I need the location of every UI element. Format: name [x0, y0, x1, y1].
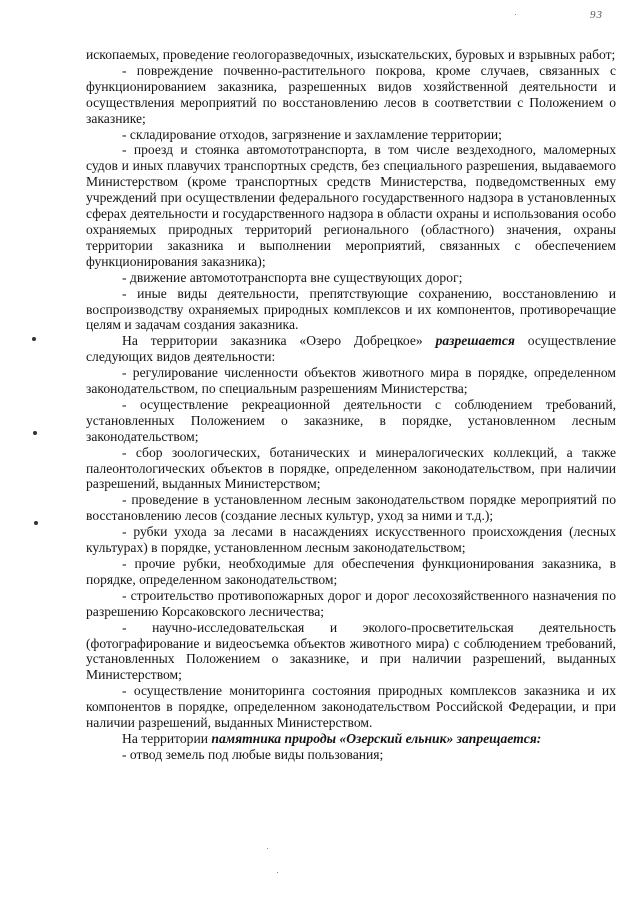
paragraph: - складирование отходов, загрязнение и захламление территории; — [122, 126, 502, 142]
scan-speck — [277, 872, 278, 873]
emphasis-text: памятника природы «Озерский ельник» запрещается: — [211, 730, 542, 746]
emphasis-text: разрешается — [435, 333, 515, 349]
paragraph — [86, 333, 616, 365]
paragraph: - регулирование численности объектов животного мира в порядке, определенном законодательством, по специальным разрешениям Министерства; — [86, 365, 616, 397]
paragraph-text: осуществление следующих видов деятельности: — [86, 333, 617, 365]
paragraph: - повреждение почвенно-растительного покрова, кроме случаев, связанных с функционированием заказника, разрешенных видов хозяйственной деятельности и осуществления мероприятий по восстановлению лесов в соответствии с Положением о заказнике; — [86, 62, 616, 126]
document-body — [86, 47, 616, 763]
page-number: 93 — [590, 9, 603, 21]
scan-speck — [515, 14, 516, 15]
paragraph — [86, 731, 616, 747]
paragraph: - прочие рубки, необходимые для обеспечения функционирования заказника, в порядке, определенном законодательством; — [86, 556, 616, 587]
paragraph: - строительство противопожарных дорог и дорог лесохозяйственного назначения по разрешению Корсаковского лесничества; — [86, 587, 616, 619]
paragraph: - иные виды деятельности, препятствующие сохранению, восстановлению и воспроизводству охраняемых природных комплексов и их компонентов, противоречащие целям и задачам создания заказника. — [86, 285, 616, 333]
paragraph-text: На территории — [122, 730, 212, 746]
scan-speck — [267, 848, 268, 849]
paragraph: - рубки ухода за лесами в насаждениях искусственного происхождения (лесных культурах) в порядке, установленном лесным законодательством; — [86, 524, 616, 556]
scan-mark — [34, 521, 38, 525]
paragraph-text: На территории заказника «Озеро Добрецкое» — [122, 333, 436, 349]
scan-mark — [33, 431, 37, 435]
paragraph: - осуществление рекреационной деятельности с соблюдением требований, установленных Положением о заказнике, в порядке, установленном лесным законодательством; — [86, 396, 616, 444]
paragraph: - научно-исследовательская и эколого-просветительская деятельность (фотографирование и видеосъемка объектов животного мира) с соблюдением требований, установленных Положением о заказнике, и при наличии разрешений, выданных Министерством; — [86, 619, 616, 683]
paragraph: - осуществление мониторинга состояния природных комплексов заказника и их компонентов в порядке, определенном законодательством Российской Федерации, и при наличии разрешений, выданных Министерством. — [86, 683, 616, 731]
paragraph: - проезд и стоянка автомототранспорта, в том числе вездеходного, маломерных судов и иных плавучих транспортных средств, без специального разрешения, выдаваемого Министерством (кроме транспортных средств Министерства, подведомственных ему учреждений при осуществлении федерального государственного надзора в установленных сферах деятельности и государственного надзора в области охраны и использования особо охраняемых природных территорий регионального (областного) значения, охраны территории заказника и выполнении мероприятий, связанных с обеспечением функционирования заказника); — [86, 142, 616, 269]
paragraph: - отвод земель под любые виды пользования; — [122, 746, 384, 762]
scan-mark — [32, 337, 36, 341]
paragraph: - сбор зоологических, ботанических и минералогических коллекций, а также палеонтологических объектов в порядке, определенном законодательством, при наличии разрешений, выданных Министерством; — [86, 444, 616, 492]
paragraph: - проведение в установленном лесным законодательством порядке мероприятий по восстановлению лесов (создание лесных культур, уход за ними и т.д.); — [86, 492, 616, 524]
paragraph: ископаемых, проведение геологоразведочных, изыскательских, буровых и взрывных работ; — [86, 47, 616, 62]
paragraph: - движение автомототранспорта вне существующих дорог; — [122, 269, 463, 285]
